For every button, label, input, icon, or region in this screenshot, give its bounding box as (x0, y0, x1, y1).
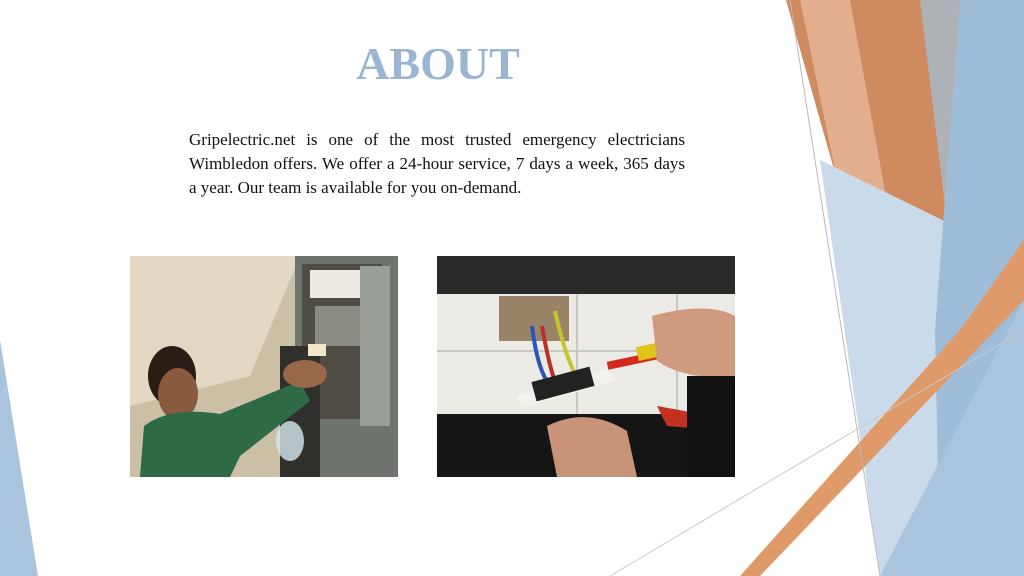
electrician-fuse-box-photo (130, 256, 398, 477)
wall-socket-wiring-photo (437, 256, 735, 477)
left-blue-accent-shape (0, 340, 38, 576)
about-paragraph: Gripelectric.net is one of the most trusted emergency electricians Wimbledon offers. We offer a 24-hour service, 7 days a week, 365 days a year. Our team is available for you on-demand. (189, 130, 685, 197)
slide-title: ABOUT (356, 38, 520, 89)
